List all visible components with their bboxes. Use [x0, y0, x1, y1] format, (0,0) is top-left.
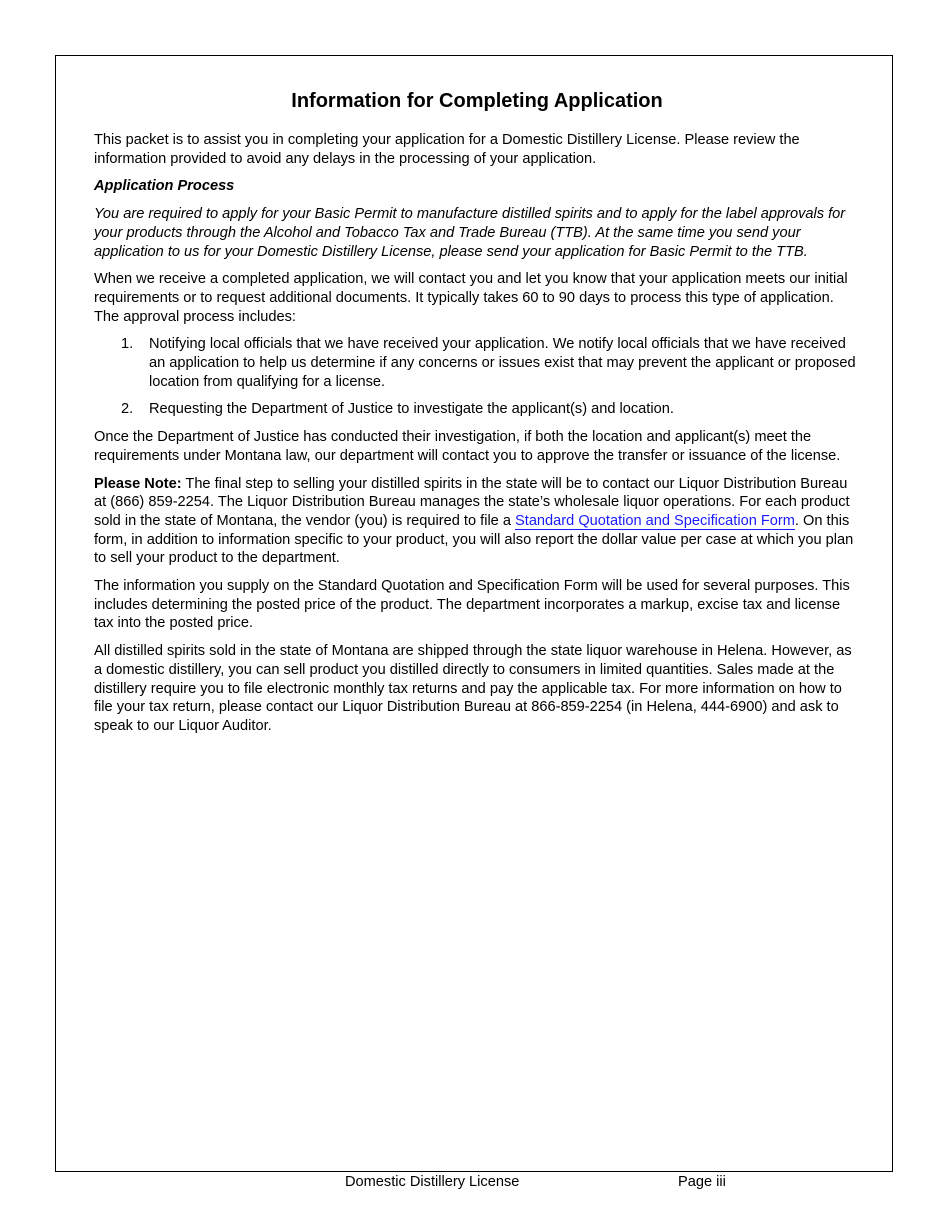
footer-page-number: Page iii — [678, 1174, 726, 1190]
footer-document-name: Domestic Distillery License — [345, 1174, 520, 1190]
note-text-before-link: The final step to selling your distilled spirits in the state will be to contact our Liquor Distribution Bureau at (866) 859-2254. The Liquor Distribution Bureau manages the state’s wholesale liquor operations. For each product sold in the state of Montana, the vendor (you) is required to file a — [94, 475, 850, 529]
list-item — [94, 400, 860, 419]
please-note-paragraph — [94, 475, 860, 569]
document-title: Information for Completing Application — [291, 90, 663, 112]
list-item-text: Requesting the Department of Justice to investigate the applicant(s) and location. — [149, 401, 674, 418]
intro-paragraph: This packet is to assist you in completing your application for a Domestic Distillery License. Please review the information provided to avoid any delays in the processing of your application. — [94, 132, 800, 167]
doj-paragraph: Once the Department of Justice has conducted their investigation, if both the location and applicant(s) meet the requirements under Montana law, our department will contact you to approve the transfer or issuance of the license. — [94, 429, 841, 464]
list-item — [94, 335, 860, 391]
list-item-number: 1. — [121, 336, 134, 353]
please-note-label: Please Note: — [94, 475, 182, 492]
list-item-number: 2. — [121, 401, 134, 418]
quotation-form-paragraph: The information you supply on the Standard Quotation and Specification Form will be used for several purposes. This includes determining the posted price of the product. The department incorporates a markup, excise tax and license tax into the posted price. — [94, 578, 850, 632]
section-heading-application-process: Application Process — [94, 178, 235, 195]
note-text-after-link: . On this form, in addition to information specific to your product, you will also report the dollar value per case at which you plan to sell your product to the department. — [94, 512, 854, 567]
process-paragraph: When we receive a completed application, we will contact you and let you know that your application meets our initial requirements or to request additional documents. It typically takes 60 to 90 days to process this type of application. The approval process includes: — [94, 271, 848, 325]
approval-steps-list — [94, 335, 860, 419]
ttb-permit-paragraph: You are required to apply for your Basic Permit to manufacture distilled spirits and to apply for the label approvals for your products through the Alcohol and Tobacco Tax and Trade Bureau (TTB). At the same time you send your application to us for your Domestic Distillery License, please send your application for Basic Permit to the TTB. — [94, 206, 846, 260]
standard-quotation-form-link[interactable]: Standard Quotation and Specification Form — [515, 512, 795, 529]
list-item-text: Notifying local officials that we have received your application. We notify local officials that we have received an application to help us determine if any concerns or issues exist that may prevent the applicant or proposed location from qualifying for a license. — [149, 336, 856, 390]
shipping-paragraph: All distilled spirits sold in the state of Montana are shipped through the state liquor warehouse in Helena. However, as a domestic distillery, you can sell product you distilled directly to consumers in limited quantities. Sales made at the distillery require you to file electronic monthly tax returns and pay the applicable tax. For more information on how to file your tax return, please contact our Liquor Distribution Bureau at 866-859-2254 (in Helena, 444-6900) and ask to speak to our Liquor Auditor. — [94, 643, 852, 734]
document-body — [94, 88, 860, 745]
